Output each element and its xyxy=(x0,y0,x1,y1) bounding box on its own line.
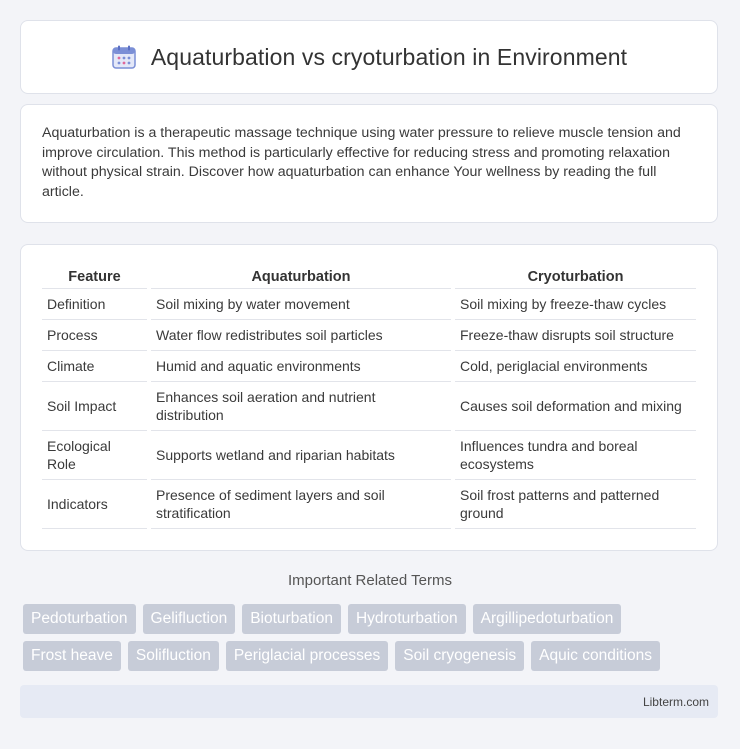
table-cell: Climate xyxy=(42,351,147,382)
table-header-row xyxy=(42,263,696,289)
table-cell: Soil Impact xyxy=(42,382,147,431)
table-cell: Ecological Role xyxy=(42,431,147,480)
related-term-tag[interactable]: Argillipedoturbation xyxy=(473,604,622,634)
related-terms-row xyxy=(23,641,723,671)
calendar-icon xyxy=(111,44,137,70)
table-row xyxy=(42,480,696,529)
table-cell: Causes soil deformation and mixing xyxy=(455,382,696,431)
comparison-table xyxy=(38,263,700,529)
table-row xyxy=(42,351,696,382)
related-term-tag[interactable]: Gelifluction xyxy=(143,604,236,634)
table-cell: Freeze-thaw disrupts soil structure xyxy=(455,320,696,351)
header-aquaturbation: Aquaturbation xyxy=(151,263,451,289)
header-cryoturbation: Cryoturbation xyxy=(455,263,696,289)
table-cell: Enhances soil aeration and nutrient distribution xyxy=(151,382,451,431)
header-feature: Feature xyxy=(42,263,147,289)
related-term-tag[interactable]: Aquic conditions xyxy=(531,641,660,671)
description-text: Aquaturbation is a therapeutic massage technique using water pressure to relieve muscle tension and improve circulation. This method is particularly effective for reducing stress and promoting relaxation without physical strain. Discover how aquaturbation can enhance Your wellness by reading the full article. xyxy=(42,125,681,200)
related-terms xyxy=(23,604,723,678)
table-cell: Influences tundra and boreal ecosystems xyxy=(455,431,696,480)
table-cell: Humid and aquatic environments xyxy=(151,351,451,382)
table-cell: Cold, periglacial environments xyxy=(455,351,696,382)
footer xyxy=(20,685,718,718)
description-card xyxy=(20,104,718,223)
table-row xyxy=(42,382,696,431)
table-row xyxy=(42,431,696,480)
related-term-tag[interactable]: Bioturbation xyxy=(242,604,341,634)
table-cell: Definition xyxy=(42,289,147,320)
footer-site-link[interactable]: Libterm.com xyxy=(642,694,709,709)
title-wrap xyxy=(111,44,627,71)
title-card xyxy=(20,20,718,94)
related-terms-row xyxy=(23,604,723,634)
related-term-tag[interactable]: Periglacial processes xyxy=(226,641,388,671)
table-cell: Soil frost patterns and patterned ground xyxy=(455,480,696,529)
related-terms-heading: Important Related Terms xyxy=(288,572,452,589)
table-cell: Supports wetland and riparian habitats xyxy=(151,431,451,480)
table-row xyxy=(42,320,696,351)
table-cell: Indicators xyxy=(42,480,147,529)
table-cell: Soil mixing by freeze-thaw cycles xyxy=(455,289,696,320)
table-cell: Process xyxy=(42,320,147,351)
table-row xyxy=(42,289,696,320)
related-term-tag[interactable]: Pedoturbation xyxy=(23,604,136,634)
related-term-tag[interactable]: Solifluction xyxy=(128,641,219,671)
related-term-tag[interactable]: Frost heave xyxy=(23,641,121,671)
table-cell: Soil mixing by water movement xyxy=(151,289,451,320)
page-title: Aquaturbation vs cryoturbation in Environment xyxy=(150,43,628,70)
comparison-table-card xyxy=(20,244,718,551)
related-term-tag[interactable]: Hydroturbation xyxy=(348,604,466,634)
table-cell: Presence of sediment layers and soil stratification xyxy=(151,480,451,529)
related-term-tag[interactable]: Soil cryogenesis xyxy=(395,641,524,671)
table-cell: Water flow redistributes soil particles xyxy=(151,320,451,351)
